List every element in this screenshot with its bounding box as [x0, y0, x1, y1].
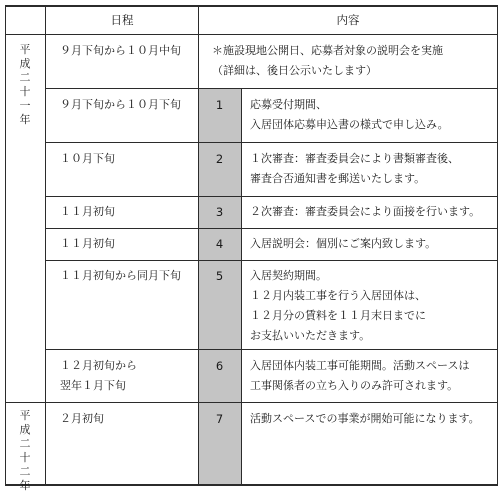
header-content: 内容 — [336, 13, 360, 27]
header-schedule: 日程 — [110, 13, 134, 27]
row-2-content-line-2: 審査合否通知書を郵送いたします。 — [250, 172, 426, 185]
row-5-content-line-1: 入居契約期間。 — [250, 269, 327, 282]
rule-top — [5, 5, 498, 7]
row-7-schedule: ２月初旬 — [60, 412, 104, 425]
row-2-number: 2 — [215, 152, 224, 166]
row-0-schedule: ９月下旬から１０月中旬 — [60, 44, 181, 57]
row-7-content-line-1: 活動スペースでの事業が開始可能になります。 — [250, 412, 480, 425]
row-5-content-line-3: １２月分の賃料を１１月末日までに — [250, 309, 426, 322]
rule-bottom — [5, 484, 498, 486]
row-5-schedule: １１月初旬から同月下旬 — [60, 269, 181, 282]
row-6-content-line-2: 工事関係者の立ち入りのみ許可されます。 — [250, 379, 459, 392]
row-5-number: 5 — [215, 269, 224, 283]
row-6-number: 6 — [215, 359, 224, 373]
row-4-number: 4 — [215, 237, 224, 251]
row-7-number: 7 — [215, 412, 224, 426]
row-5-content-line-4: お支払いいただきます。 — [250, 329, 371, 342]
row-1-schedule: ９月下旬から１０月下旬 — [60, 98, 181, 111]
rule-header — [5, 34, 498, 35]
rule-row2 — [45, 142, 498, 143]
rule-num-col — [241, 88, 242, 486]
rule-right — [497, 5, 498, 486]
rule-row4 — [45, 228, 498, 229]
row-1-content-line-2: 入居団体応募申込書の様式で申し込み。 — [250, 118, 449, 131]
row-4-schedule: １１月初旬 — [60, 237, 115, 250]
row-6-content-line-1: 入居団体内装工事可能期間。活動スペースは — [250, 359, 470, 372]
row-6-schedule-line-2: 翌年１月下旬 — [60, 379, 126, 392]
rule-era-col — [45, 5, 46, 486]
row-3-number: 3 — [215, 205, 224, 219]
row-3-content-line-1: ２次審査：審査委員会により面接を行います。 — [250, 205, 481, 218]
rule-era — [5, 402, 498, 403]
row-2-content-line-1: １次審査：審査委員会により書類審査後、 — [250, 152, 459, 165]
rule-row6 — [45, 349, 498, 350]
row-3-schedule: １１月初旬 — [60, 205, 115, 218]
row-0-content-line-1: ＊施設現地公開日、応募者対象の説明会を実施 — [212, 44, 443, 57]
row-5-content-line-2: １２月内装工事を行う入居団体は、 — [250, 289, 426, 302]
row-2-schedule: １０月下旬 — [60, 152, 115, 165]
row-0-content-line-2: （詳細は、後日公示いたします） — [212, 64, 377, 77]
rule-row1 — [45, 88, 498, 89]
rule-row3 — [45, 196, 498, 197]
row-4-content-line-1: 入居説明会：個別にご案内致します。 — [250, 237, 437, 250]
era-heisei-22: 平 成 二 十 二 年 — [19, 409, 31, 492]
row-6-schedule-line-1: １２月初旬から — [60, 359, 137, 372]
schedule-table — [5, 5, 498, 492]
row-1-number: 1 — [215, 98, 224, 112]
row-1-content-line-1: 応募受付期間、 — [250, 98, 327, 111]
era-heisei-21: 平 成 二 十 一 年 — [19, 43, 31, 126]
rule-row5 — [45, 260, 498, 261]
rule-left — [5, 5, 6, 486]
